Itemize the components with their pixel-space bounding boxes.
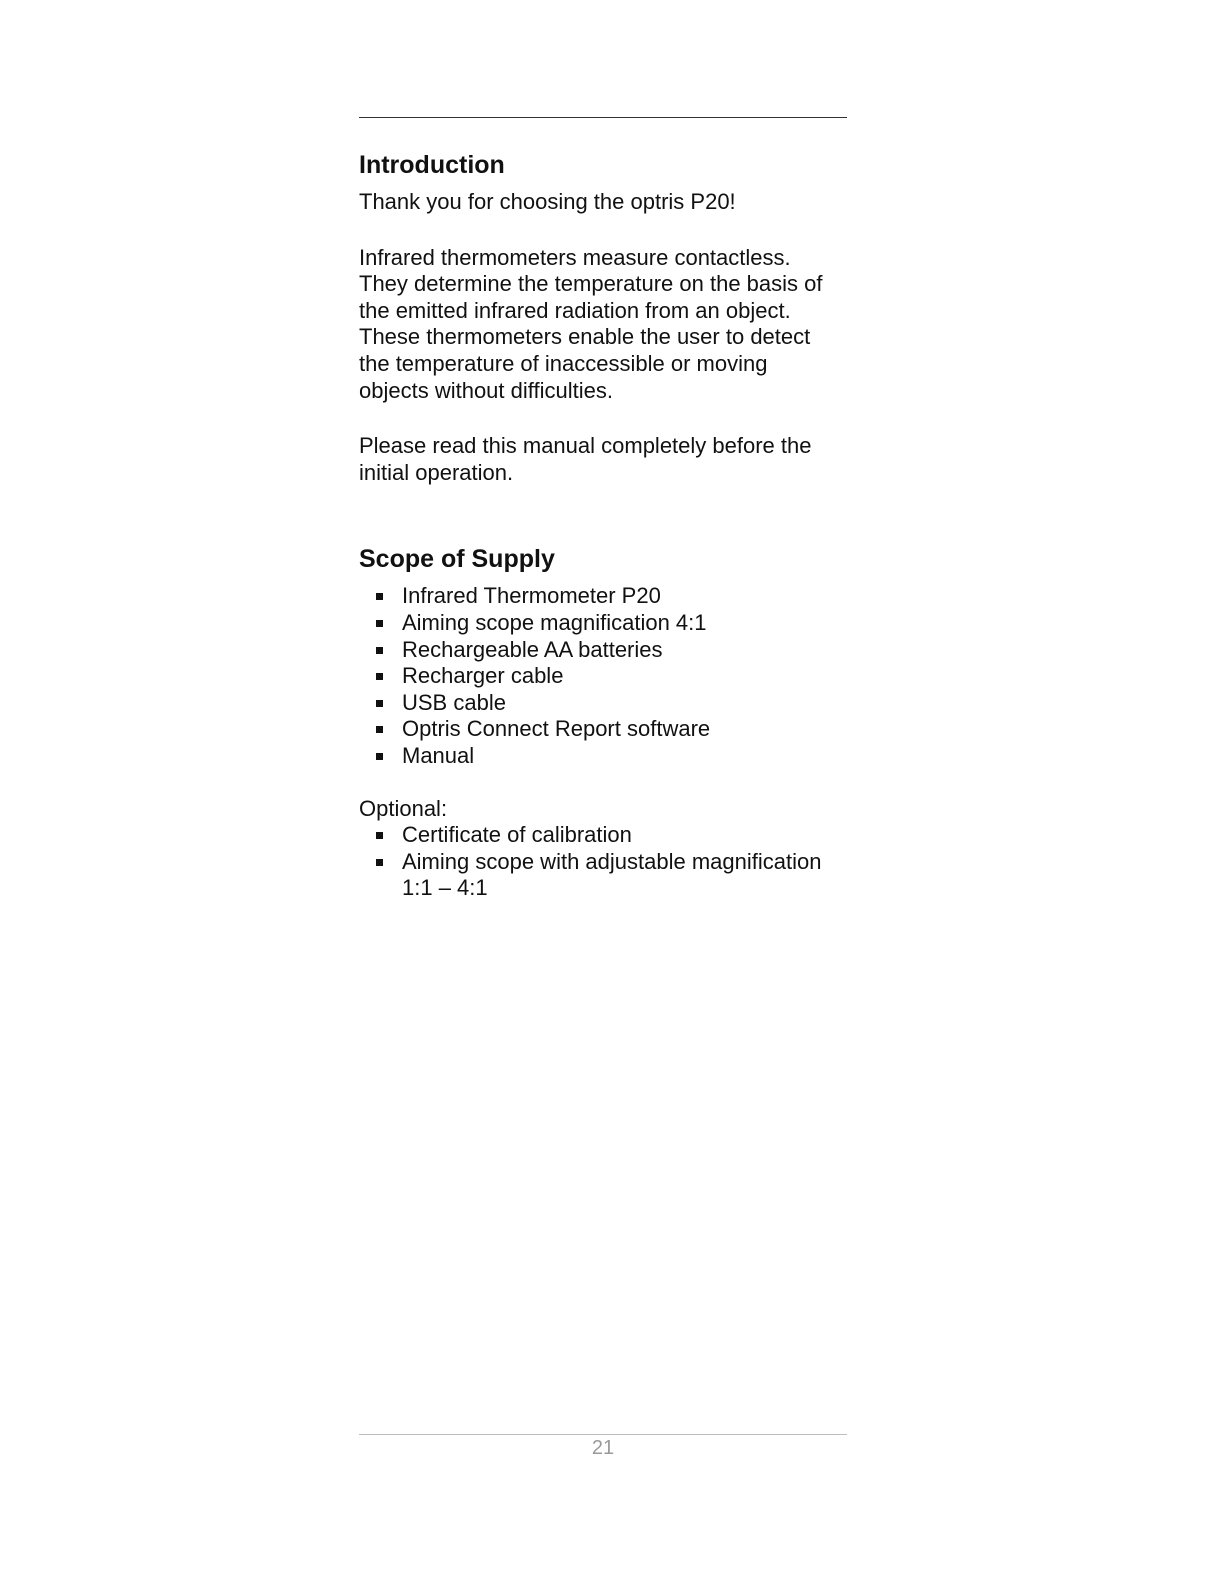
square-bullet-icon [376,673,383,680]
paragraph-line: initial operation. [359,459,514,485]
square-bullet-icon [376,700,383,707]
square-bullet-icon [376,726,383,733]
list-item: Certificate of calibration [359,822,859,849]
list-item: USB cable [359,690,859,717]
introduction-heading: Introduction [359,151,505,179]
list-item: Optris Connect Report software [359,716,859,743]
read-manual-paragraph [359,433,859,486]
page-content [359,148,859,902]
square-bullet-icon [376,620,383,627]
square-bullet-icon [376,832,383,839]
paragraph-line: the emitted infrared radiation from an object. [359,297,791,323]
list-item: Manual [359,743,859,770]
list-item: Aiming scope with adjustable magnification 1:1 – 4:1 [359,849,859,902]
page-number: 21 [591,1437,615,1459]
list-item: Recharger cable [359,663,859,690]
paragraph-line: the temperature of inaccessible or moving [359,350,768,376]
list-item: Aiming scope magnification 4:1 [359,610,859,637]
square-bullet-icon [376,647,383,654]
paragraph-line: Infrared thermometers measure contactless. [359,244,791,270]
square-bullet-icon [376,753,383,760]
paragraph-line: These thermometers enable the user to detect [359,324,811,350]
square-bullet-icon [376,859,383,866]
optional-list [359,822,859,902]
supply-list [359,583,859,769]
paragraph-line: Please read this manual completely before the [359,433,812,459]
infrared-description-paragraph [359,245,859,405]
thanks-paragraph: Thank you for choosing the optris P20! [359,189,736,214]
paragraph-line: objects without difficulties. [359,377,613,403]
header-rule [359,117,847,118]
paragraph-line: They determine the temperature on the basis of [359,271,823,297]
square-bullet-icon [376,593,383,600]
list-item-continuation: 1:1 – 4:1 [402,875,488,901]
list-item: Rechargeable AA batteries [359,637,859,664]
optional-label: Optional: [359,795,448,821]
scope-of-supply-heading: Scope of Supply [359,545,555,574]
list-item: Infrared Thermometer P20 [359,583,859,610]
footer-rule [359,1434,847,1435]
